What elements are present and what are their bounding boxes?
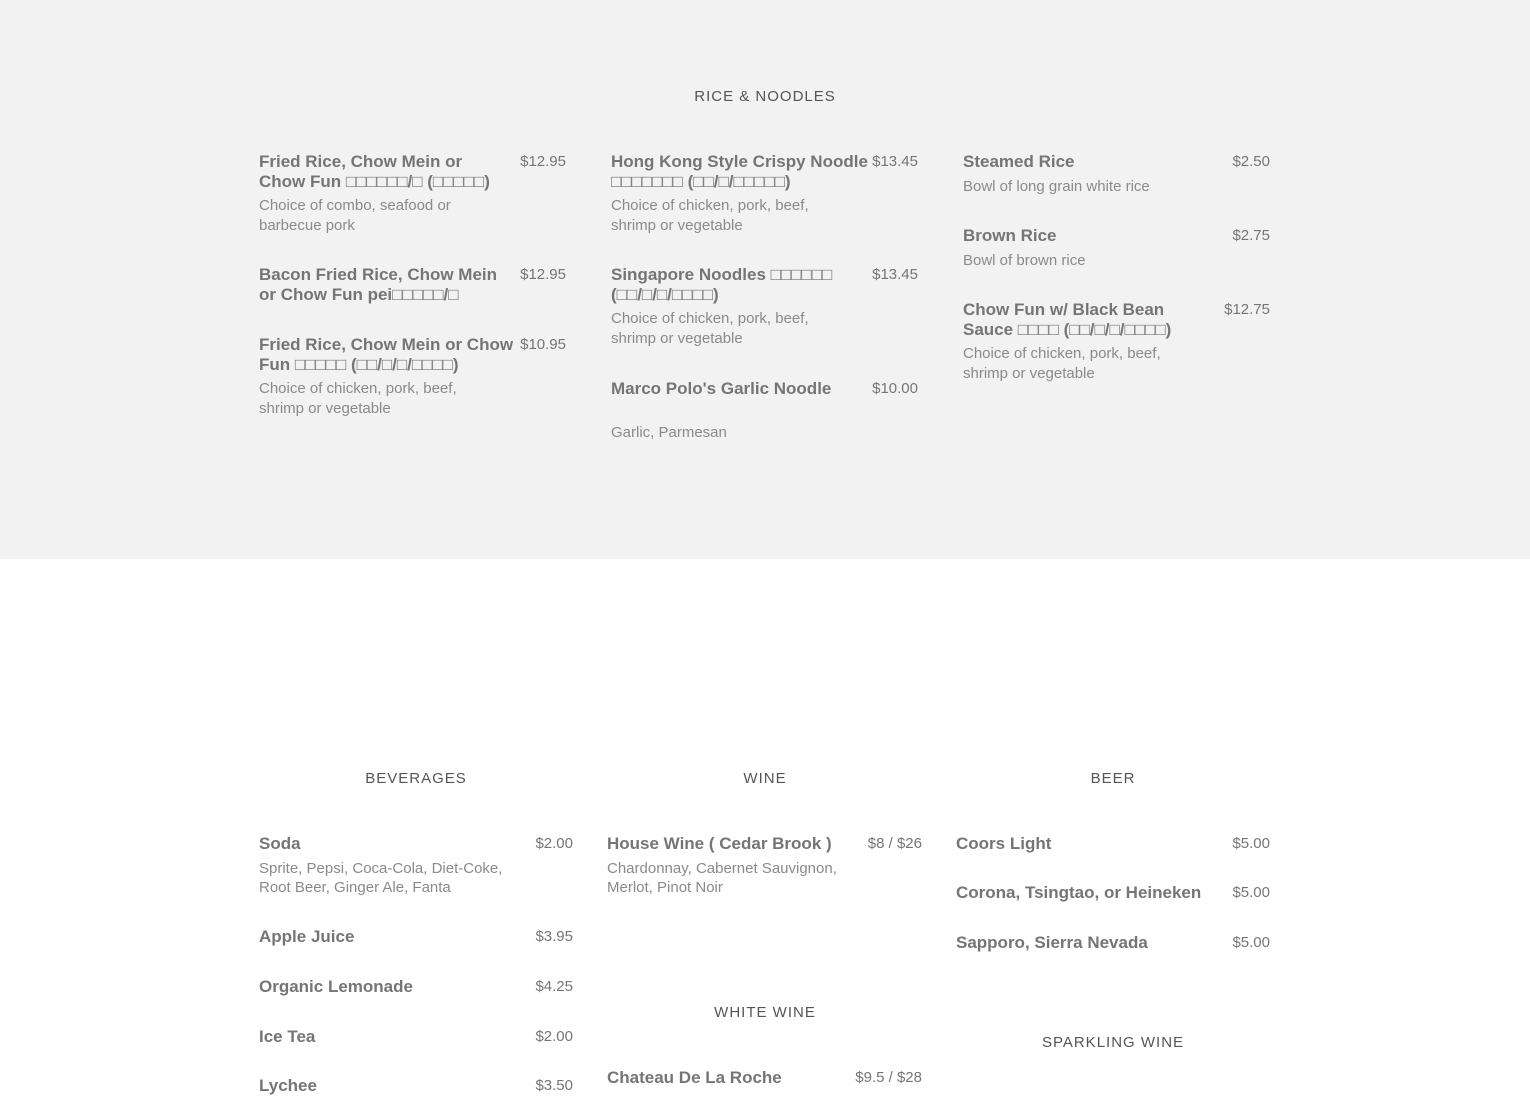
- menu-item: [259, 152, 566, 235]
- menu-item: [607, 834, 922, 898]
- item-name: Chateau De La Roche: [607, 1068, 782, 1087]
- item-name: Singapore Noodles □□□□□□ (□□/□/□/□□□□): [611, 265, 833, 304]
- item-price: $2.00: [535, 1028, 573, 1045]
- item-name: Coors Light: [956, 834, 1052, 853]
- item-price: $2.00: [535, 835, 573, 852]
- menu-item: [956, 883, 1270, 903]
- menu-item: [611, 152, 918, 235]
- item-price: $9.5 / $28: [855, 1069, 922, 1086]
- item-price: $8 / $26: [867, 835, 922, 852]
- menu-item: [963, 300, 1270, 383]
- menu-item: [963, 152, 1270, 196]
- item-description: Chardonnay, Cabernet Sauvignon, Merlot, Pinot Noir: [607, 859, 837, 896]
- item-name: Fried Rice, Chow Mein or Chow Fun □□□□□ (□□/□/□/□□□□): [259, 335, 514, 374]
- item-price: $13.45: [872, 153, 918, 170]
- item-name: Ice Tea: [259, 1027, 316, 1046]
- item-price: $2.75: [1232, 227, 1270, 244]
- item-name: Corona, Tsingtao, or Heineken: [956, 883, 1202, 902]
- item-price: $5.00: [1232, 884, 1270, 901]
- item-description: Bowl of long grain white rice: [963, 177, 1150, 195]
- item-description: Bowl of brown rice: [963, 251, 1086, 269]
- menu-item: [259, 977, 573, 997]
- beverages-title: BEVERAGES: [365, 770, 467, 787]
- item-name: Brown Rice: [963, 226, 1057, 245]
- item-name: Lychee: [259, 1076, 317, 1095]
- item-price: $10.95: [520, 336, 566, 353]
- menu-item: [259, 927, 573, 947]
- item-description: Choice of chicken, pork, beef, shrimp or vegetable: [259, 380, 457, 417]
- item-name: Soda: [259, 834, 301, 853]
- beer-title: BEER: [1090, 770, 1136, 787]
- item-name: Sapporo, Sierra Nevada: [956, 933, 1148, 952]
- menu-item: [259, 335, 566, 418]
- item-description: Choice of chicken, pork, beef, shrimp or vegetable: [611, 197, 809, 234]
- item-price: $13.45: [872, 266, 918, 283]
- item-price: $3.95: [535, 928, 573, 945]
- menu-item: [259, 265, 566, 304]
- item-price: $5.00: [1232, 835, 1270, 852]
- item-name: Hong Kong Style Crispy Noodle □□□□□□□ (□□/□/□□□□□): [611, 152, 868, 191]
- menu-item: [956, 834, 1270, 854]
- menu-item: [259, 1027, 573, 1047]
- item-description: Choice of chicken, pork, beef, shrimp or vegetable: [963, 345, 1161, 382]
- item-name: Fried Rice, Chow Mein or Chow Fun □□□□□□/□ (□□□□□): [259, 152, 490, 191]
- menu-item: [611, 265, 918, 348]
- menu-item: [963, 226, 1270, 270]
- menu-item: [259, 834, 573, 898]
- wine-title: WINE: [743, 770, 787, 787]
- sparkling-wine-title: SPARKLING WINE: [1041, 1034, 1185, 1051]
- item-name: Organic Lemonade: [259, 977, 413, 996]
- item-price: $3.50: [535, 1077, 573, 1094]
- item-name: Apple Juice: [259, 927, 355, 946]
- item-description: Sprite, Pepsi, Coca-Cola, Diet-Coke, Root Beer, Ginger Ale, Fanta: [259, 859, 503, 896]
- menu-item: [259, 1076, 573, 1096]
- item-description: Choice of chicken, pork, beef, shrimp or vegetable: [611, 310, 809, 347]
- rice-noodles-title: RICE & NOODLES: [694, 88, 836, 105]
- item-name: House Wine ( Cedar Brook ): [607, 834, 832, 853]
- item-price: $5.00: [1232, 934, 1270, 951]
- item-name: Chow Fun w/ Black Bean Sauce □□□□ (□□/□/□/□□□□): [963, 300, 1172, 339]
- menu-item: [611, 379, 918, 442]
- item-price: $12.95: [520, 266, 566, 283]
- item-price: $4.25: [535, 978, 573, 995]
- item-description: Choice of combo, seafood or barbecue pork: [259, 197, 451, 234]
- menu-item: [607, 1068, 922, 1088]
- item-name: Bacon Fried Rice, Chow Mein or Chow Fun pei□□□□□/□: [259, 265, 498, 304]
- menu-item: [956, 933, 1270, 953]
- item-name: Marco Polo's Garlic Noodle: [611, 379, 832, 398]
- white-wine-title: WHITE WINE: [714, 1004, 816, 1021]
- item-price: $12.95: [520, 153, 566, 170]
- item-description: Garlic, Parmesan: [611, 423, 727, 441]
- item-price: $12.75: [1224, 301, 1270, 318]
- item-price: $2.50: [1232, 153, 1270, 170]
- item-name: Steamed Rice: [963, 152, 1075, 171]
- item-price: $10.00: [872, 380, 918, 397]
